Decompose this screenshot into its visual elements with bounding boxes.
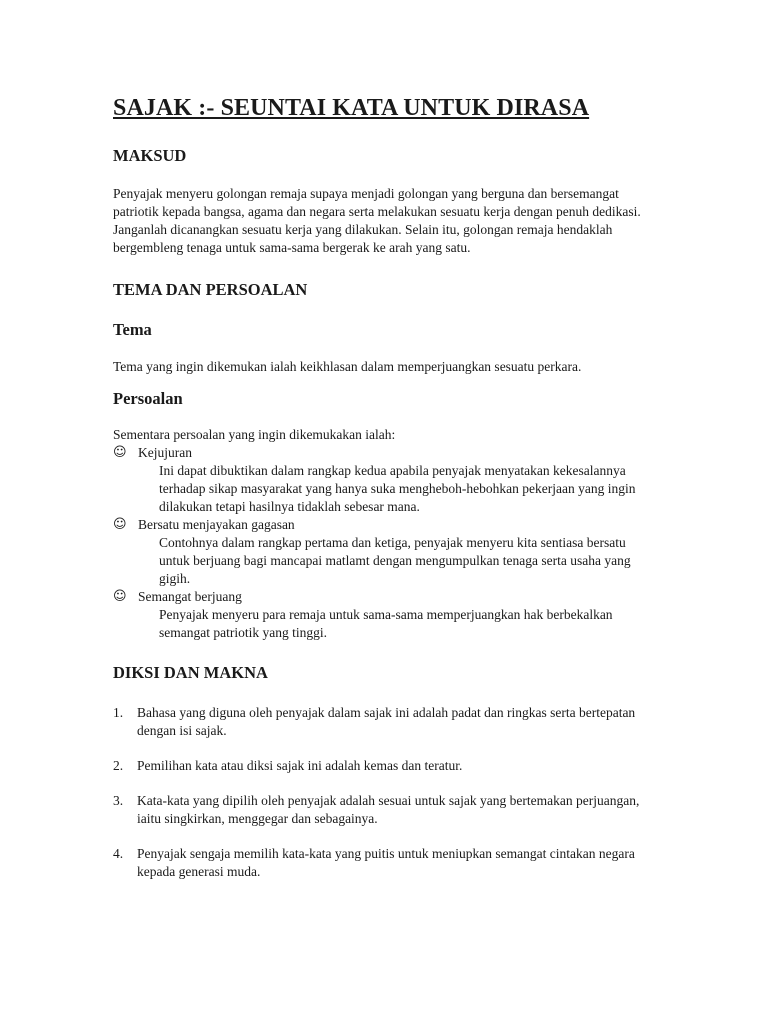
diksi-item-number: 4. (113, 846, 124, 861)
persoalan-item-label: Kejujuran (138, 445, 192, 460)
persoalan-item (113, 588, 653, 642)
diksi-item (113, 757, 653, 775)
persoalan-item (113, 444, 653, 516)
diksi-item (113, 792, 653, 828)
smiley-icon: ☺ (113, 445, 127, 460)
document-page (113, 92, 653, 898)
diksi-item-number: 2. (113, 758, 124, 773)
persoalan-item-body: Contohnya dalam rangkap pertama dan ketiga, penyajak menyeru kita sentiasa bersatu untuk berjuang bagi mancapai matlamt dengan mengumpulkan tenaga serta usaha yang gigih. (159, 535, 631, 586)
diksi-item-number: 1. (113, 705, 124, 720)
diksi-item-text: Bahasa yang diguna oleh penyajak dalam sajak ini adalah padat dan ringkas serta bertepatan dengan isi sajak. (137, 705, 636, 738)
persoalan-item-body: Ini dapat dibuktikan dalam rangkap kedua apabila penyajak menyatakan kekesalannya terhadap sikap masyarakat yang hanya suka mengheboh-hebohkan pekerjaan yang ingin dilakukan tetapi hasilnya tidaklah sebesar mana. (159, 463, 636, 514)
diksi-item-text: Kata-kata yang dipilih oleh penyajak adalah sesuai untuk sajak yang bertemakan perjuangan, iaitu singkirkan, menggegar dan sebagainya. (137, 793, 640, 826)
persoalan-intro: Sementara persoalan yang ingin dikemukakan ialah: (113, 427, 396, 442)
persoalan-list (113, 444, 653, 642)
diksi-item (113, 845, 653, 881)
diksi-item-text: Penyajak sengaja memilih kata-kata yang puitis untuk meniupkan semangat cintakan negara kepada generasi muda. (137, 846, 635, 879)
persoalan-item (113, 516, 653, 588)
persoalan-heading: Persoalan (113, 389, 183, 408)
smiley-icon: ☺ (113, 589, 127, 604)
tema-heading: Tema (113, 320, 152, 339)
diksi-item-text: Pemilihan kata atau diksi sajak ini adalah kemas dan teratur. (137, 758, 463, 773)
tema-paragraph: Tema yang ingin dikemukan ialah keikhlasan dalam memperjuangkan sesuatu perkara. (113, 359, 582, 374)
diksi-list (113, 704, 653, 881)
diksi-heading: DIKSI DAN MAKNA (113, 663, 268, 682)
persoalan-item-label: Bersatu menjayakan gagasan (138, 517, 295, 532)
maksud-heading: MAKSUD (113, 146, 187, 165)
tema-persoalan-heading: TEMA DAN PERSOALAN (113, 280, 308, 299)
persoalan-item-label: Semangat berjuang (138, 589, 242, 604)
smiley-icon: ☺ (113, 517, 127, 532)
document-title: SAJAK :- SEUNTAI KATA UNTUK DIRASA (113, 95, 590, 121)
diksi-item-number: 3. (113, 793, 124, 808)
diksi-item (113, 704, 653, 740)
persoalan-item-body: Penyajak menyeru para remaja untuk sama-sama memperjuangkan hak berbekalkan semangat patriotik yang tinggi. (159, 607, 613, 640)
maksud-paragraph: Penyajak menyeru golongan remaja supaya menjadi golongan yang berguna dan bersemangat patriotik kepada bangsa, agama dan negara serta melakukan sesuatu kerja dengan penuh dedikasi. Janganlah dicanangkan sesuatu kerja yang dilakukan. Selain itu, golongan remaja hendaklah bergembleng tenaga untuk sama-sama bergerak ke arah yang satu. (113, 186, 641, 255)
